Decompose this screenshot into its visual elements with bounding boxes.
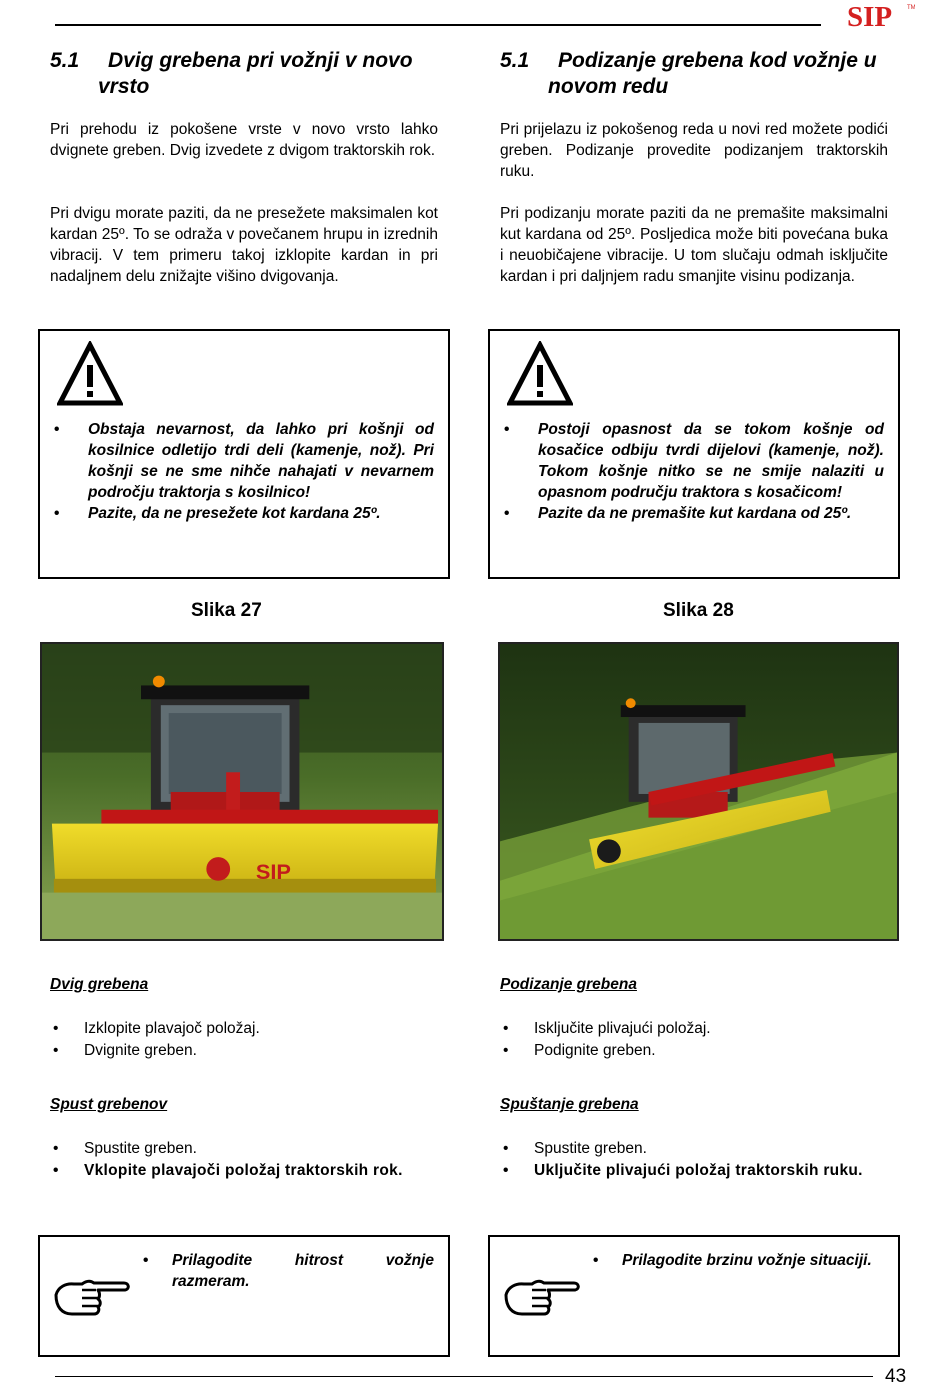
paragraph-right-1: Pri prijelazu iz pokošenog reda u novi red možete podići greben. Podizanje provedite podizanjem traktorskih ruku. xyxy=(500,121,888,180)
subhead-raise-right: Podizanje grebena xyxy=(500,976,637,993)
paragraph-left-1: Pri prehodu iz pokošene vrste v novo vrsto lahko dvignete greben. Dvig izvedete z dvigom traktorskih rok. xyxy=(50,121,438,159)
section-number: 5.1 xyxy=(50,49,80,72)
photo-mower-front xyxy=(40,642,444,941)
list-item: • Spustite greben. xyxy=(500,1138,884,1160)
list-item: • Izklopite plavajoč položaj. xyxy=(50,1018,438,1040)
list-item: • Vklopite plavajoči položaj traktorskih rok. xyxy=(50,1160,430,1182)
warning-triangle-icon xyxy=(507,341,573,407)
section-title-right xyxy=(500,48,920,100)
list-lower-right xyxy=(500,1138,884,1182)
warning-list xyxy=(502,419,884,524)
logo-text: SIP xyxy=(847,1,893,32)
figure-caption-right: Slika 28 xyxy=(663,600,734,621)
note-list xyxy=(140,1250,434,1292)
warning-triangle-icon xyxy=(57,341,123,407)
warning-list xyxy=(52,419,434,524)
figure-caption-left: Slika 27 xyxy=(191,600,262,621)
section-number: 5.1 xyxy=(500,49,530,72)
section-title-line2: novom redu xyxy=(548,75,669,98)
note-box-left xyxy=(38,1235,450,1357)
list-raise-right xyxy=(500,1018,888,1062)
subhead-lower-right: Spuštanje grebena xyxy=(500,1096,639,1113)
sip-logo xyxy=(845,0,915,32)
paragraph-left-2: Pri dvigu morate paziti, da ne presežete maksimalen kot kardan 25º. To se odraža v povečanem hrupu in izrednih vibracij. V tem primeru takoj izklopite kardan in pri nadaljnem delu znižajte višino dvigovanja. xyxy=(50,205,438,285)
photo-brand-text: SIP xyxy=(255,858,291,884)
note-item: • Prilagodite hitrost vožnje razmeram. xyxy=(140,1250,434,1292)
section-title-line1: Podizanje grebena kod vožnje u xyxy=(558,49,877,72)
list-lower-left xyxy=(50,1138,430,1182)
list-item: • Isključite plivajući položaj. xyxy=(500,1018,888,1040)
pointing-hand-icon xyxy=(52,1275,132,1319)
paragraph-right-2: Pri podizanju morate paziti da ne premašite maksimalni kut kardana od 25º. Posljedica može biti povećana buka i neuobičajene vibracije. U tom slučaju odmah isključite kardan i pri daljnjem radu smanjite visinu podizanja. xyxy=(500,205,888,285)
section-title-line1: Dvig grebena pri vožnji v novo xyxy=(108,49,413,72)
note-item: • Prilagodite brzinu vožnje situaciji. xyxy=(590,1250,884,1271)
pointing-hand-icon xyxy=(502,1275,582,1319)
warning-item: • Pazite da ne premašite kut kardana od 25º. xyxy=(502,503,884,524)
note-list xyxy=(590,1250,884,1271)
subhead-raise-left: Dvig grebena xyxy=(50,976,149,993)
list-item: • Podignite greben. xyxy=(500,1040,888,1062)
subhead-lower-left: Spust grebenov xyxy=(50,1096,168,1113)
warning-item: • Pazite, da ne presežete kot kardana 25º. xyxy=(52,503,434,524)
footer-rule xyxy=(55,1376,873,1377)
page-number: 43 xyxy=(885,1366,907,1387)
logo-tm: TM xyxy=(907,5,915,11)
list-item: • Dvignite greben. xyxy=(50,1040,438,1062)
warning-box-left xyxy=(38,329,450,579)
section-title-line2: vrsto xyxy=(98,75,150,98)
section-title-left xyxy=(50,48,450,100)
warning-item: • Postoji opasnost da se tokom košnje od kosačice odbiju tvrdi dijelovi (kamenje, nož). Tokom košnje nitko se ne smije nalaziti u opasnom području traktora s kosačicom! xyxy=(502,419,884,503)
list-item: • Spustite greben. xyxy=(50,1138,430,1160)
list-raise-left xyxy=(50,1018,438,1062)
note-box-right xyxy=(488,1235,900,1357)
list-item: • Uključite plivajući položaj traktorskih ruku. xyxy=(500,1160,884,1182)
warning-item: • Obstaja nevarnost, da lahko pri košnji od kosilnice odletijo trdi deli (kamenje, nož). Pri košnji se ne sme nihče nahajati v nevarnem področju traktorja s kosilnico! xyxy=(52,419,434,503)
photo-mower-slope xyxy=(498,642,899,941)
header-rule xyxy=(55,24,821,26)
warning-box-right xyxy=(488,329,900,579)
